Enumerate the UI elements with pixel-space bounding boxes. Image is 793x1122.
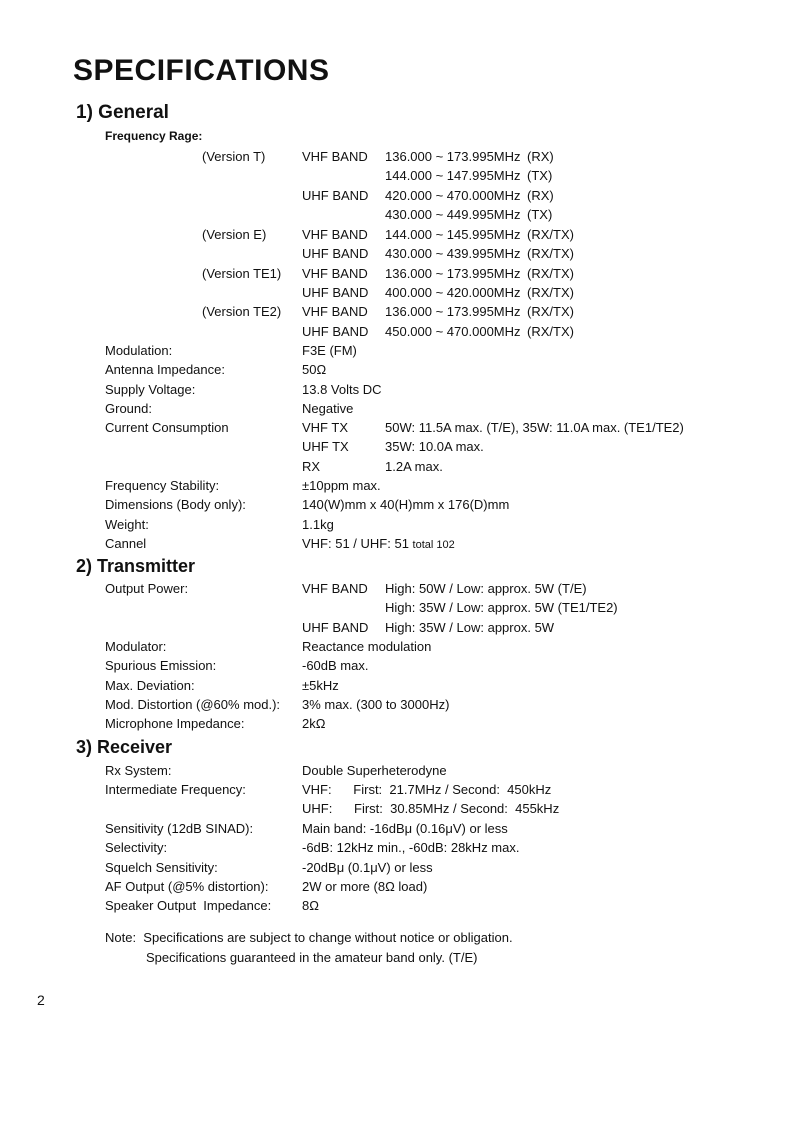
- spec-value: Main band: -16dBμ (0.16μV) or less: [302, 821, 508, 836]
- spec-value: ±5kHz: [302, 678, 339, 693]
- frequency-mode: (RX/TX): [527, 227, 574, 242]
- band-label: VHF BAND: [302, 304, 368, 319]
- spec-value: 50Ω: [302, 362, 327, 377]
- band-label: VHF BAND: [302, 227, 368, 242]
- frequency-range: 144.000 ~ 145.995MHz: [385, 227, 521, 242]
- section-heading-receiver: 3) Receiver: [76, 737, 173, 757]
- frequency-mode: (RX/TX): [527, 285, 574, 300]
- spec-label: Output Power:: [105, 581, 189, 596]
- spec-value: Negative: [302, 401, 354, 416]
- frequency-mode: (RX/TX): [527, 324, 574, 339]
- frequency-mode: (RX/TX): [527, 266, 574, 281]
- spec-value: 50W: 11.5A max. (T/E), 35W: 11.0A max. (TE1/TE2): [385, 420, 684, 435]
- frequency-range: 136.000 ~ 173.995MHz: [385, 149, 521, 164]
- cannel-total: total 102: [412, 539, 455, 551]
- note-line: Specifications guaranteed in the amateur band only. (T/E): [146, 950, 478, 965]
- frequency-range: 430.000 ~ 439.995MHz: [385, 246, 521, 261]
- spec-value: 3% max. (300 to 3000Hz): [302, 697, 450, 712]
- spec-label: Antenna Impedance:: [105, 362, 225, 377]
- frequency-range: 420.000 ~ 470.000MHz: [385, 188, 521, 203]
- band-label: UHF BAND: [302, 246, 369, 261]
- frequency-range-label: Frequency Rage:: [105, 129, 203, 143]
- band-label: VHF BAND: [302, 266, 368, 281]
- spec-label: Dimensions (Body only):: [105, 497, 246, 512]
- spec-label: Modulation:: [105, 343, 173, 358]
- frequency-mode: (TX): [527, 168, 553, 183]
- spec-label: Supply Voltage:: [105, 382, 196, 397]
- spec-label: Mod. Distortion (@60% mod.):: [105, 697, 281, 712]
- spec-label: Frequency Stability:: [105, 478, 220, 493]
- spec-label: Speaker Output Impedance:: [105, 898, 272, 913]
- spec-label: Ground:: [105, 401, 152, 416]
- band-label: VHF BAND: [302, 149, 368, 164]
- spec-value: 1.2A max.: [385, 459, 443, 474]
- frequency-range: 136.000 ~ 173.995MHz: [385, 304, 521, 319]
- spec-label: Max. Deviation:: [105, 678, 195, 693]
- spec-label: Weight:: [105, 517, 149, 532]
- frequency-range: 136.000 ~ 173.995MHz: [385, 266, 521, 281]
- frequency-mode: (RX): [527, 188, 554, 203]
- spec-label: Current Consumption: [105, 420, 229, 435]
- spec-value: Reactance modulation: [302, 639, 432, 654]
- spec-value: 140(W)mm x 40(H)mm x 176(D)mm: [302, 497, 510, 512]
- spec-value: 13.8 Volts DC: [302, 382, 382, 397]
- band-label: UHF BAND: [302, 285, 369, 300]
- frequency-mode: (RX): [527, 149, 554, 164]
- spec-label: Selectivity:: [105, 840, 168, 855]
- spec-value: Double Superheterodyne: [302, 763, 447, 778]
- spec-value: ±10ppm max.: [302, 478, 381, 493]
- spec-value: VHF: First: 21.7MHz / Second: 450kHz: [302, 782, 552, 797]
- spec-value: 1.1kg: [302, 517, 334, 532]
- spec-label: Spurious Emission:: [105, 658, 217, 673]
- cannel-value: VHF: 51 / UHF: 51: [302, 536, 409, 551]
- spec-value: -6dB: 12kHz min., -60dB: 28kHz max.: [302, 840, 520, 855]
- spec-value: 2W or more (8Ω load): [302, 879, 428, 894]
- page-title: SPECIFICATIONS: [73, 54, 330, 87]
- spec-value: 2kΩ: [302, 716, 326, 731]
- page-number: 2: [37, 992, 45, 1008]
- frequency-range: 430.000 ~ 449.995MHz: [385, 207, 521, 222]
- spec-value: 8Ω: [302, 898, 319, 913]
- spec-value: UHF: First: 30.85MHz / Second: 455kHz: [302, 801, 560, 816]
- band-label: UHF BAND: [302, 188, 369, 203]
- section-heading-general: 1) General: [76, 102, 169, 123]
- spec-value: High: 50W / Low: approx. 5W (T/E): [385, 581, 587, 596]
- spec-label: Microphone Impedance:: [105, 716, 245, 731]
- frequency-range: 400.000 ~ 420.000MHz: [385, 285, 521, 300]
- note-line: Note: Specifications are subject to change without notice or obligation.: [105, 930, 513, 945]
- frequency-mode: (RX/TX): [527, 246, 574, 261]
- spec-label: Squelch Sensitivity:: [105, 860, 218, 875]
- spec-sublabel: RX: [302, 459, 321, 474]
- frequency-mode: (TX): [527, 207, 553, 222]
- spec-label: Modulator:: [105, 639, 167, 654]
- version-te1-label: (Version TE1): [202, 266, 282, 281]
- spec-sublabel: UHF TX: [302, 439, 349, 454]
- frequency-range: 144.000 ~ 147.995MHz: [385, 168, 521, 183]
- spec-value: [302, 537, 455, 551]
- band-label: UHF BAND: [302, 324, 369, 339]
- spec-value: High: 35W / Low: approx. 5W: [385, 620, 555, 635]
- spec-label: Intermediate Frequency:: [105, 782, 246, 797]
- spec-value: High: 35W / Low: approx. 5W (TE1/TE2): [385, 600, 618, 615]
- spec-value: -60dB max.: [302, 658, 369, 673]
- version-t-label: (Version T): [202, 149, 266, 164]
- spec-value: -20dBμ (0.1μV) or less: [302, 860, 433, 875]
- spec-label: AF Output (@5% distortion):: [105, 879, 269, 894]
- version-te2-label: (Version TE2): [202, 304, 282, 319]
- spec-label: Rx System:: [105, 763, 172, 778]
- spec-label: Cannel: [105, 536, 147, 551]
- band-label: VHF BAND: [302, 581, 368, 596]
- frequency-range: 450.000 ~ 470.000MHz: [385, 324, 521, 339]
- section-heading-transmitter: 2) Transmitter: [76, 556, 196, 576]
- spec-sublabel: VHF TX: [302, 420, 348, 435]
- version-e-label: (Version E): [202, 227, 267, 242]
- spec-value: F3E (FM): [302, 343, 357, 358]
- spec-value: 35W: 10.0A max.: [385, 439, 484, 454]
- band-label: UHF BAND: [302, 620, 369, 635]
- spec-label: Sensitivity (12dB SINAD):: [105, 821, 254, 836]
- frequency-mode: (RX/TX): [527, 304, 574, 319]
